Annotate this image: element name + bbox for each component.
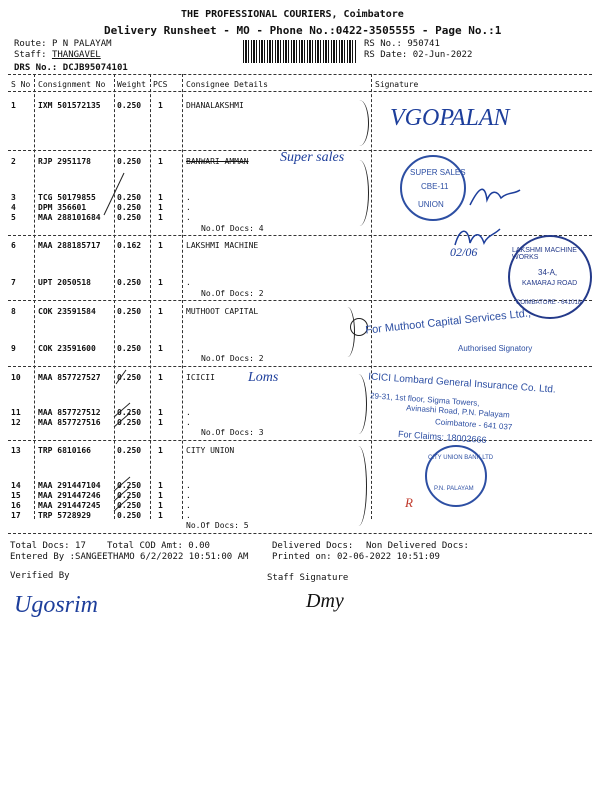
row-consignment: MAA 857727512: [38, 408, 101, 417]
group-rule: [8, 300, 592, 301]
signature-row1: VGOPALAN: [390, 105, 510, 131]
row-weight: 0.250: [117, 491, 142, 500]
row-pcs: 1: [158, 511, 163, 520]
stamp-muthoot-line2: Authorised Signatory: [458, 344, 533, 353]
stamp-lakshmi-line4: COIMBATORE - 641018: [516, 300, 582, 306]
row-consignment: RJP 2951178: [38, 157, 91, 166]
stamp-lakshmi-line1: LAKSHMI MACHINE WORKS: [512, 247, 577, 261]
staff-label: Staff:: [14, 50, 47, 60]
row-weight: 0.250: [117, 511, 142, 520]
signature-row6: [450, 225, 510, 255]
row-consignee: MUTHOOT CAPITAL: [186, 307, 259, 316]
col-header-consignment: Consignment No: [38, 80, 106, 89]
stamp-icici-line1: ICICI Lombard General Insurance Co. Ltd.: [367, 371, 557, 396]
row-weight: 0.250: [117, 157, 142, 166]
row-pcs: 1: [158, 307, 163, 316]
row-consignment: MAA 291447104: [38, 481, 101, 490]
stamp-super-sales-line3: UNION: [418, 200, 444, 209]
row-sno: 5: [11, 213, 16, 222]
staff-line: [14, 50, 101, 60]
row-consignment: MAA 288185717: [38, 241, 101, 250]
row-consignment: MAA 291447246: [38, 491, 101, 500]
col-header-pcs: PCS: [153, 80, 168, 89]
row-pcs: 1: [158, 241, 163, 250]
stamp-city-union-line2: P.N. PALAYAM: [434, 486, 474, 492]
row-weight: 0.250: [117, 373, 142, 382]
row-weight: 0.250: [117, 481, 142, 490]
printed-on: Printed on: 02-06-2022 10:51:09: [272, 552, 440, 562]
row-consignee: .: [186, 213, 191, 222]
route-label: Route:: [14, 39, 47, 49]
row-consignee: DHANALAKSHMI: [186, 101, 244, 110]
barcode: [243, 40, 356, 63]
row-pcs: 1: [158, 418, 163, 427]
row-consignment: TRP 6810166: [38, 446, 91, 455]
row-consignee: .: [186, 344, 191, 353]
row-weight: 0.250: [117, 446, 142, 455]
staff-signature-label: Staff Signature: [267, 573, 349, 583]
row13-mark: R: [405, 495, 413, 510]
docs-count: No.Of Docs: 3: [201, 428, 264, 437]
row-consignment: MAA 288101684: [38, 213, 101, 222]
row-pcs: 1: [158, 373, 163, 382]
row-weight: 0.250: [117, 278, 142, 287]
col-header-weight: Weight: [117, 80, 146, 89]
row-consignee: .: [186, 408, 191, 417]
drs-value: DCJB95074101: [62, 63, 128, 73]
verified-signature: Ugosrim: [14, 592, 99, 618]
row-consignee: ICICII: [186, 373, 215, 382]
row-weight: 0.250: [117, 501, 142, 510]
row-pcs: 1: [158, 408, 163, 417]
row-pcs: 1: [158, 278, 163, 287]
row-sno: 16: [11, 501, 21, 510]
staff-value: THANGAVEL: [51, 50, 101, 60]
stamp-city-union-line1: CITY UNION BANK LTD: [428, 455, 494, 461]
docs-count: No.Of Docs: 4: [201, 224, 264, 233]
row-consignment: COK 23591600: [38, 344, 96, 353]
col-sep: [371, 74, 372, 519]
bracket-mark: [350, 160, 369, 226]
table-bottom-rule: [8, 533, 592, 534]
stamp-lakshmi-line3: KAMARAJ ROAD: [522, 280, 578, 287]
row-weight: 0.250: [117, 418, 142, 427]
row-consignee: .: [186, 418, 191, 427]
row-pcs: 1: [158, 446, 163, 455]
row-consignment: TRP 5728929: [38, 511, 91, 520]
stamp-icici-line4: Coimbatore - 641 037: [434, 417, 513, 432]
row-consignee: .: [186, 278, 191, 287]
row-sno: 2: [11, 157, 16, 166]
col-header-consignee: Consignee Details: [186, 80, 268, 89]
signature-scribble: [465, 180, 525, 210]
row-weight: 0.250: [117, 408, 142, 417]
row-consignee: .: [186, 193, 191, 202]
row-consignment: MAA 857727527: [38, 373, 101, 382]
signature-row10: Loms: [248, 370, 279, 385]
route-line: [14, 39, 112, 49]
row-sno: 1: [11, 101, 16, 110]
row-consignment: MAA 291447245: [38, 501, 101, 510]
row-pcs: 1: [158, 344, 163, 353]
col-header-sno: S No: [11, 80, 31, 89]
row-consignee: LAKSHMI MACHINE: [186, 241, 259, 250]
row-consignment: IXM 501572135: [38, 101, 101, 110]
staff-signature: Dmy: [306, 590, 344, 612]
row-sno: 4: [11, 203, 16, 212]
stamp-lakshmi-line2: 34-A,: [538, 268, 558, 277]
stamp-super-sales-line2: CBE-11: [421, 182, 449, 191]
drs-label: DRS No.:: [14, 63, 58, 73]
group-rule: [8, 366, 592, 367]
runsheet-title: Delivery Runsheet - MO - Phone No.:0422-3505555 - Page No.:1: [104, 24, 502, 37]
row-consignment: MAA 857727516: [38, 418, 101, 427]
row-consignment: TCG 50179855: [38, 193, 96, 202]
row-consignee: CITY UNION: [186, 446, 235, 455]
row-consignee: .: [186, 203, 191, 212]
col-sep: [34, 74, 35, 519]
total-docs: Total Docs: 17: [10, 541, 86, 551]
stamp-icici-line2: 29-31, 1st floor, Sigma Towers,: [369, 391, 480, 408]
signature-row6-date: 02/06: [450, 245, 478, 259]
row-consignee: .: [186, 511, 191, 520]
verified-by-label: Verified By: [10, 571, 70, 581]
docs-count: No.Of Docs: 2: [201, 354, 264, 363]
row-sno: 12: [11, 418, 21, 427]
col-sep: [182, 74, 183, 519]
row-pcs: 1: [158, 501, 163, 510]
row-pcs: 1: [158, 481, 163, 490]
rs-no-line: [364, 39, 440, 49]
rs-date-line: [364, 50, 472, 60]
rs-date-label: RS Date:: [364, 50, 408, 60]
row-sno: 9: [11, 344, 16, 353]
col-sep: [150, 74, 151, 519]
col-header-signature: Signature: [375, 80, 419, 89]
total-cod: Total COD Amt: 0.00: [107, 541, 210, 551]
row-pcs: 1: [158, 213, 163, 222]
row-pcs: 1: [158, 491, 163, 500]
row-sno: 11: [11, 408, 21, 417]
row-weight: 0.162: [117, 241, 142, 250]
row-pcs: 1: [158, 193, 163, 202]
rs-no-label: RS No.:: [364, 39, 402, 49]
bracket-mark: [350, 100, 369, 146]
docs-count: No.Of Docs: 2: [201, 289, 264, 298]
row-pcs: 1: [158, 203, 163, 212]
table-header-rule: [8, 91, 592, 92]
stamp-icici-line5: For Claims: 18002666: [397, 428, 487, 446]
row-consignment: UPT 2050518: [38, 278, 91, 287]
bracket-mark: [350, 374, 367, 434]
non-delivered-docs: Non Delivered Docs:: [366, 541, 469, 551]
row-sno: 14: [11, 481, 21, 490]
row-sno: 17: [11, 511, 21, 520]
stamp-muthoot-line1: For Muthoot Capital Services Ltd.,: [364, 307, 532, 337]
row-weight: 0.250: [117, 203, 142, 212]
row-sno: 15: [11, 491, 21, 500]
row-pcs: 1: [158, 101, 163, 110]
delivered-docs: Delivered Docs:: [272, 541, 354, 551]
row-sno: 10: [11, 373, 21, 382]
row-weight: 0.250: [117, 213, 142, 222]
stamp-super-sales-line1: SUPER SALES: [410, 168, 466, 177]
row-sno: 7: [11, 278, 16, 287]
signature-row2: Super sales: [280, 150, 345, 165]
entered-by: Entered By :SANGEETHAMO 6/2/2022 10:51:00 AM: [10, 552, 249, 562]
tick-marks: [100, 165, 140, 525]
row-sno: 6: [11, 241, 16, 250]
bracket-mark: [350, 446, 367, 526]
row-consignee: .: [186, 481, 191, 490]
row-consignment: DPM 356601: [38, 203, 87, 212]
drs-line: [14, 63, 128, 73]
row-consignee: .: [186, 491, 191, 500]
row-consignee: BANWARI AMMAN: [186, 157, 249, 166]
row-sno: 8: [11, 307, 16, 316]
row-weight: 0.250: [117, 193, 142, 202]
row-sno: 13: [11, 446, 21, 455]
row-consignment: COK 23591584: [38, 307, 96, 316]
company-title: THE PROFESSIONAL COURIERS, Coimbatore: [181, 9, 404, 20]
rs-date-value: 02-Jun-2022: [412, 50, 473, 60]
group-rule: [8, 440, 592, 441]
row-weight: 0.250: [117, 307, 142, 316]
docs-count: No.Of Docs: 5: [186, 521, 249, 530]
table-top-rule: [8, 74, 592, 75]
stamp-icici-line3: Avinashi Road, P.N. Palayam: [405, 403, 510, 420]
row-weight: 0.250: [117, 101, 142, 110]
route-value: P N PALAYAM: [51, 39, 112, 49]
rs-no-value: 950741: [407, 39, 440, 49]
row-pcs: 1: [158, 157, 163, 166]
row-consignee: .: [186, 501, 191, 510]
row-weight: 0.250: [117, 344, 142, 353]
row-sno: 3: [11, 193, 16, 202]
